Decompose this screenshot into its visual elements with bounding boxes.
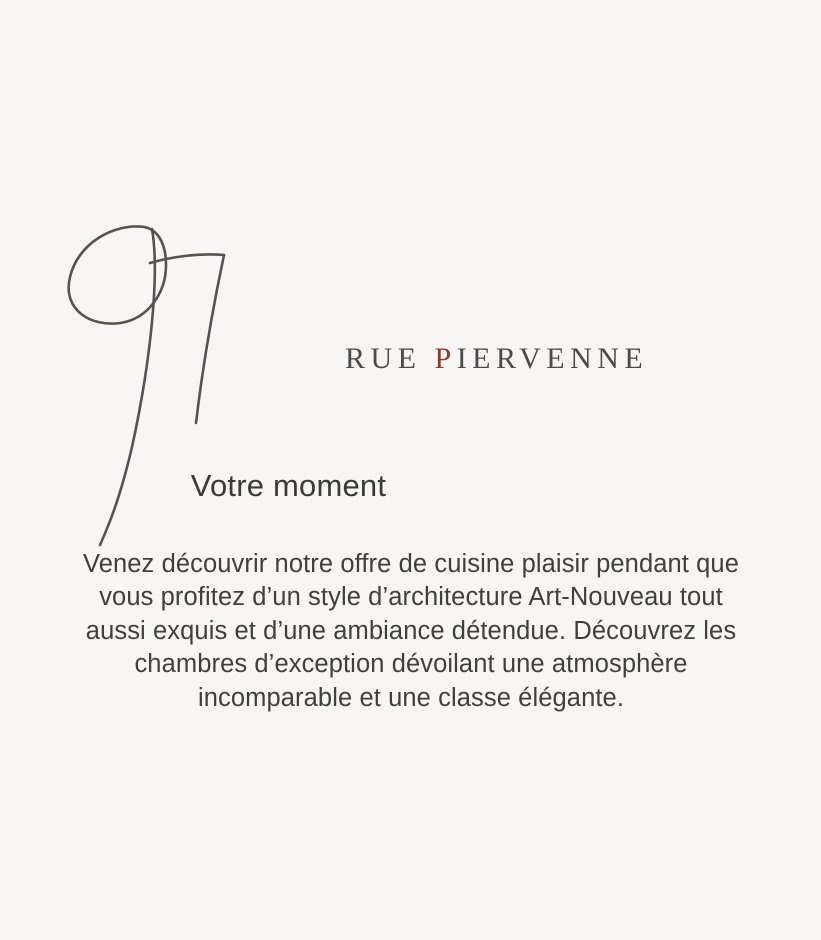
wordmark-accent-letter: P bbox=[434, 342, 457, 375]
wordmark-rue: RUE bbox=[345, 342, 435, 375]
page-title bbox=[0, 468, 821, 504]
wordmark-piervenne: IERVENNE bbox=[456, 342, 649, 375]
hand-drawn-97-numeral-artwork bbox=[48, 215, 288, 565]
brand-wordmark bbox=[345, 342, 648, 376]
body-paragraph: Venez découvrir notre offre de cuisine plaisir pendant que vous profitez d’un style d’architecture Art-Nouveau tout aussi exquis et d’une ambiance détendue. Découvrez les chambres d’exception dévoilant une atmosphère incomparable et une classe élégante. bbox=[83, 549, 739, 712]
page-title-text: Votre moment bbox=[190, 468, 387, 503]
